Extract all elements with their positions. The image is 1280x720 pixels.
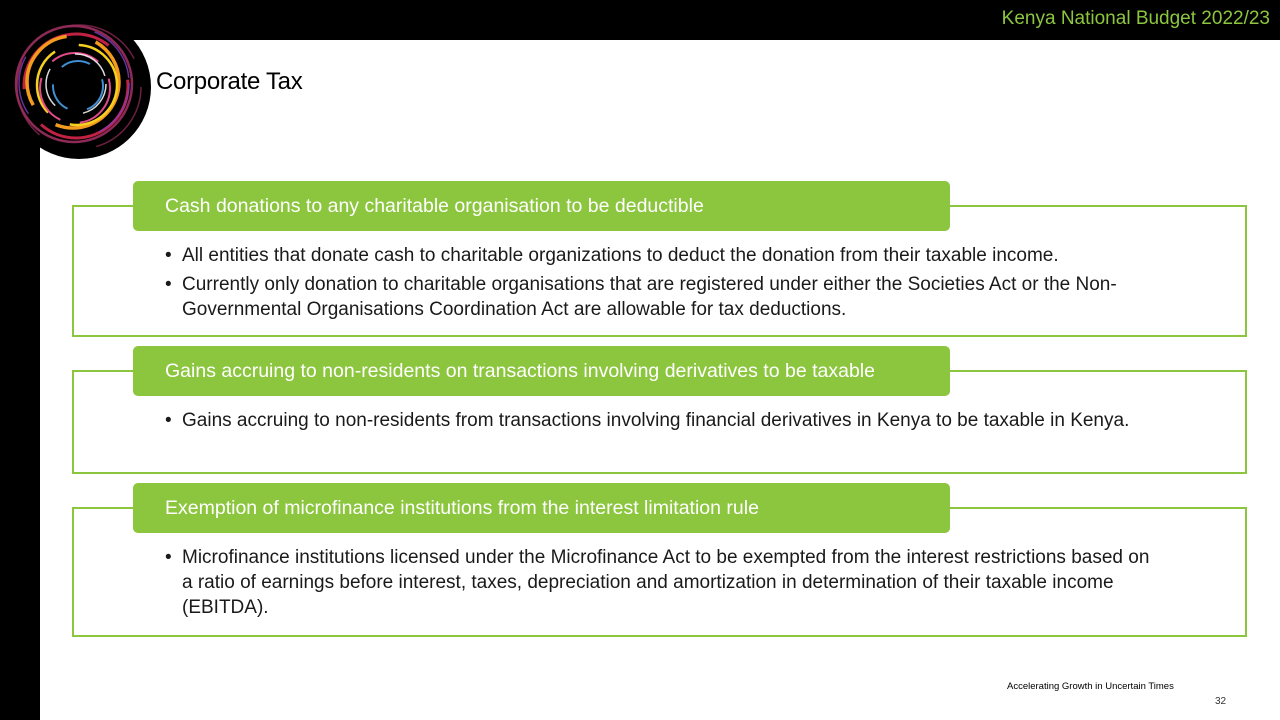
budget-title: Kenya National Budget 2022/23 bbox=[1001, 8, 1270, 29]
bullet-list-donations bbox=[165, 243, 1165, 326]
section-heading-microfinance: Exemption of microfinance institutions from the interest limitation rule bbox=[133, 483, 950, 533]
bullet-item: • Microfinance institutions licensed under the Microfinance Act to be exempted from the interest restrictions based on a ratio of earnings before interest, taxes, depreciation and amortization in determination of their taxable income (EBITDA). bbox=[165, 545, 1165, 620]
page-title: Corporate Tax bbox=[156, 68, 303, 95]
page-number: 32 bbox=[1215, 696, 1227, 707]
section-heading-donations: Cash donations to any charitable organisation to be deductible bbox=[133, 181, 950, 231]
swirl-logo-icon bbox=[6, 14, 152, 160]
section-heading-derivatives: Gains accruing to non-residents on transactions involving derivatives to be taxable bbox=[133, 346, 950, 396]
footer-tagline: Accelerating Growth in Uncertain Times bbox=[1007, 681, 1174, 692]
bullet-item: • Currently only donation to charitable organisations that are registered under either the Societies Act or the Non-Governmental Organisations Coordination Act are allowable for tax deductions. bbox=[165, 272, 1165, 322]
bullet-item: • All entities that donate cash to charitable organizations to deduct the donation from their taxable income. bbox=[165, 243, 1165, 268]
bullet-item: • Gains accruing to non-residents from transactions involving financial derivatives in Kenya to be taxable in Kenya. bbox=[165, 408, 1165, 433]
bullet-list-derivatives bbox=[165, 408, 1165, 437]
bullet-list-microfinance bbox=[165, 545, 1165, 624]
